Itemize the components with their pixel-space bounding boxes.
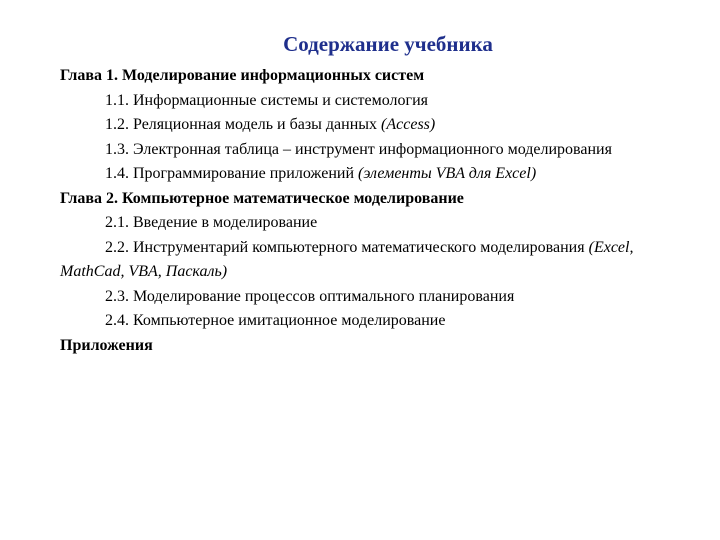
section-text: 2.3. Моделирование процессов оптимального планирования <box>105 287 515 305</box>
section-text: 2.4. Компьютерное имитационное моделирование <box>105 312 446 329</box>
chapter-2-heading: Глава 2. Компьютерное математическое моделирование <box>60 189 464 207</box>
section-1-4 <box>60 162 670 187</box>
section-text: 1.2. Реляционная модель и базы данных <box>105 116 382 133</box>
section-note: (Excel, MathCad, VBA, Паскаль) <box>60 238 634 280</box>
table-of-contents <box>60 64 670 358</box>
section-2-3 <box>60 285 670 310</box>
section-text: 1.4. Программирование приложений <box>105 165 359 182</box>
section-2-4 <box>60 309 670 334</box>
section-note: (элементы VBA для Excel) <box>358 165 537 182</box>
section-text: 2.1. Введение в моделирование <box>105 214 318 231</box>
section-text: 1.1. Информационные системы и системология <box>105 91 428 109</box>
section-1-1 <box>60 89 670 114</box>
section-text: 2.2. Инструментарий компьютерного математического моделирования <box>105 238 589 256</box>
section-2-2 <box>60 236 670 285</box>
section-1-2 <box>60 113 670 138</box>
page-title: Содержание учебника <box>283 32 493 56</box>
chapter-1-heading: Глава 1. Моделирование информационных систем <box>60 67 425 84</box>
section-1-3 <box>60 138 670 163</box>
appendix-heading: Приложения <box>60 336 153 354</box>
section-note: (Access) <box>381 116 436 133</box>
section-2-1 <box>60 211 670 236</box>
section-text: 1.3. Электронная таблица – инструмент информационного моделирования <box>105 140 612 158</box>
